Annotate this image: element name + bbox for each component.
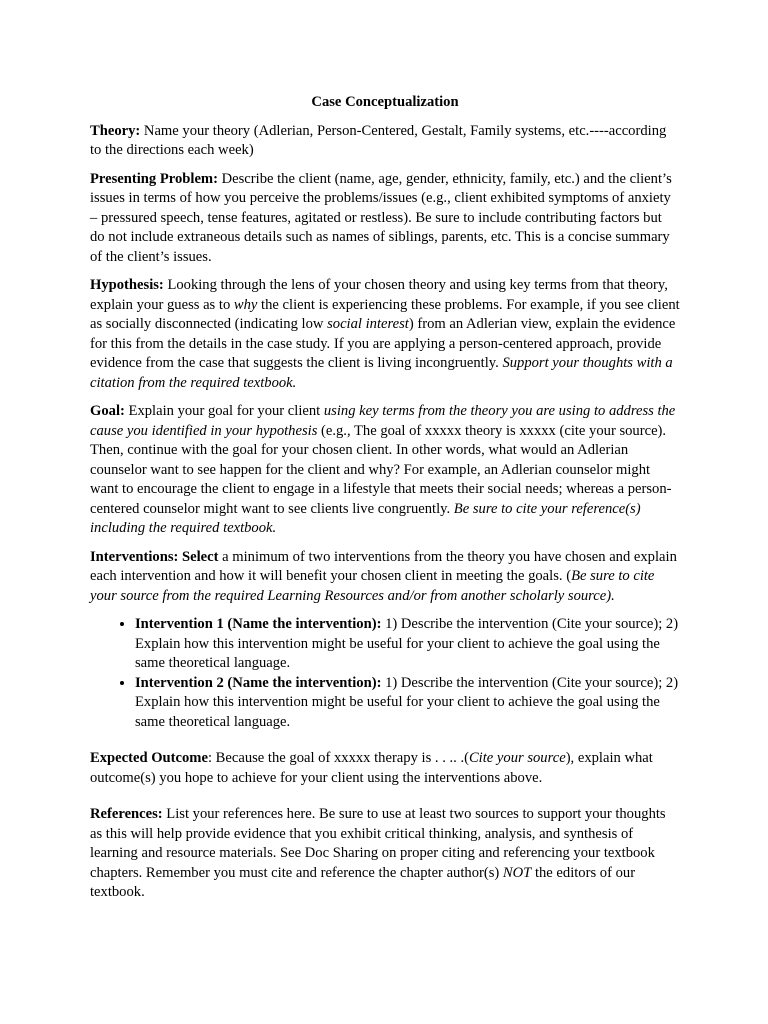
references-text-2: the editors of our textbook. [90, 864, 636, 900]
goal-label: Goal: [90, 403, 125, 419]
document-body [90, 93, 680, 912]
hypothesis-paragraph [90, 276, 680, 393]
interventions-paragraph [90, 548, 680, 607]
intervention-2-label: Intervention 2 (Name the intervention): [135, 674, 382, 691]
intervention-1-label: Intervention 1 (Name the intervention): [135, 616, 382, 632]
interventions-emphasis: Be sure to cite your source from the required Learning Resources and/or from another scholarly source). [90, 568, 655, 604]
goal-paragraph [90, 402, 680, 539]
expected-outcome-emphasis: Cite your source [468, 750, 566, 766]
theory-text: Name your theory (Adlerian, Person-Centered, Gestalt, Family systems, etc.----according to the directions each week) [90, 122, 667, 158]
presenting-problem-label: Presenting Problem: [90, 170, 218, 187]
references-text-1: List your references here. Be sure to use at least two sources to support your thoughts as this will help provide evidence that you exhibit critical thinking, analysis, and synthesis of learning and resource materials. See Doc Sharing on proper citing and referencing your textbook chapters. Remember you must cite and reference the chapter author(s) [90, 806, 666, 881]
interventions-label: Interventions: Select [90, 548, 219, 565]
hypothesis-emphasis-2: social interest [327, 316, 409, 332]
hypothesis-emphasis-3: Support your thoughts with a citation from the required textbook. [90, 355, 673, 391]
list-item [135, 615, 680, 674]
expected-outcome-text-1: : Because the goal of xxxxx therapy is . . .. .( [207, 750, 469, 766]
goal-emphasis-1: using key terms from the theory you are using to address the cause you identified in your hypothesis [90, 403, 676, 439]
hypothesis-text-1: Looking through the lens of your chosen theory and using key terms from that theory, explain your guess as to [90, 277, 668, 313]
theory-label: Theory: [90, 122, 141, 139]
goal-text-2: (e.g., The goal of xxxxx theory is xxxxx (cite your source). Then, continue with the goal for your chosen client. In other words, what would an Adlerian counselor want to see happen for the client and why? For example, an Adlerian counselor might want to encourage the client to engage in a lifestyle that meets their social needs; whereas a person-centered counselor might want to see clients live congruently. [90, 422, 672, 517]
list-item [135, 674, 680, 733]
hypothesis-text-3: ) from an Adlerian view, explain the evidence for this from the details in the case study. If you are applying a person-centered approach, provide evidence from the case that suggests the client is living incongruently. [90, 316, 676, 371]
expected-outcome-label: Expected Outcome [90, 750, 208, 766]
references-label: References: [90, 806, 163, 822]
intervention-list [90, 615, 680, 732]
hypothesis-text-2: the client is experiencing these problems. For example, if you see client as socially disconnected (indicating low [90, 296, 680, 332]
references-emphasis: NOT [502, 864, 532, 881]
interventions-text: a minimum of two interventions from the theory you have chosen and explain each intervention and how it will benefit your chosen client in meeting the goals. ( [90, 548, 677, 584]
intervention-2-text: 1) Describe the intervention (Cite your source); 2) Explain how this intervention might be useful for your client to achieve the goal using the same theoretical language. [135, 674, 679, 730]
expected-outcome-text-2: ), explain what outcome(s) you hope to achieve for your client using the interventions above. [90, 750, 653, 786]
page-title: Case Conceptualization [311, 94, 459, 110]
expected-outcome-paragraph [90, 749, 680, 788]
presenting-problem-paragraph [90, 170, 680, 268]
goal-text-1: Explain your goal for your client [124, 403, 324, 419]
hypothesis-emphasis-1: why [233, 296, 258, 313]
intervention-1-text: 1) Describe the intervention (Cite your source); 2) Explain how this intervention might be useful for your client to achieve the goal using the same theoretical language. [135, 616, 679, 671]
goal-emphasis-2: Be sure to cite your reference(s) including the required textbook. [90, 500, 641, 536]
references-paragraph [90, 805, 680, 903]
presenting-problem-text: Describe the client (name, age, gender, ethnicity, family, etc.) and the client’s issues in terms of how you perceive the problems/issues (e.g., client exhibited symptoms of anxiety – pressured speech, tense features, agitated or restless). Be sure to include contributing factors but do not include extraneous details such as names of siblings, parents, etc. This is a concise summary of the client’s issues. [90, 170, 672, 265]
hypothesis-label: Hypothesis: [90, 277, 164, 293]
theory-paragraph [90, 122, 680, 161]
